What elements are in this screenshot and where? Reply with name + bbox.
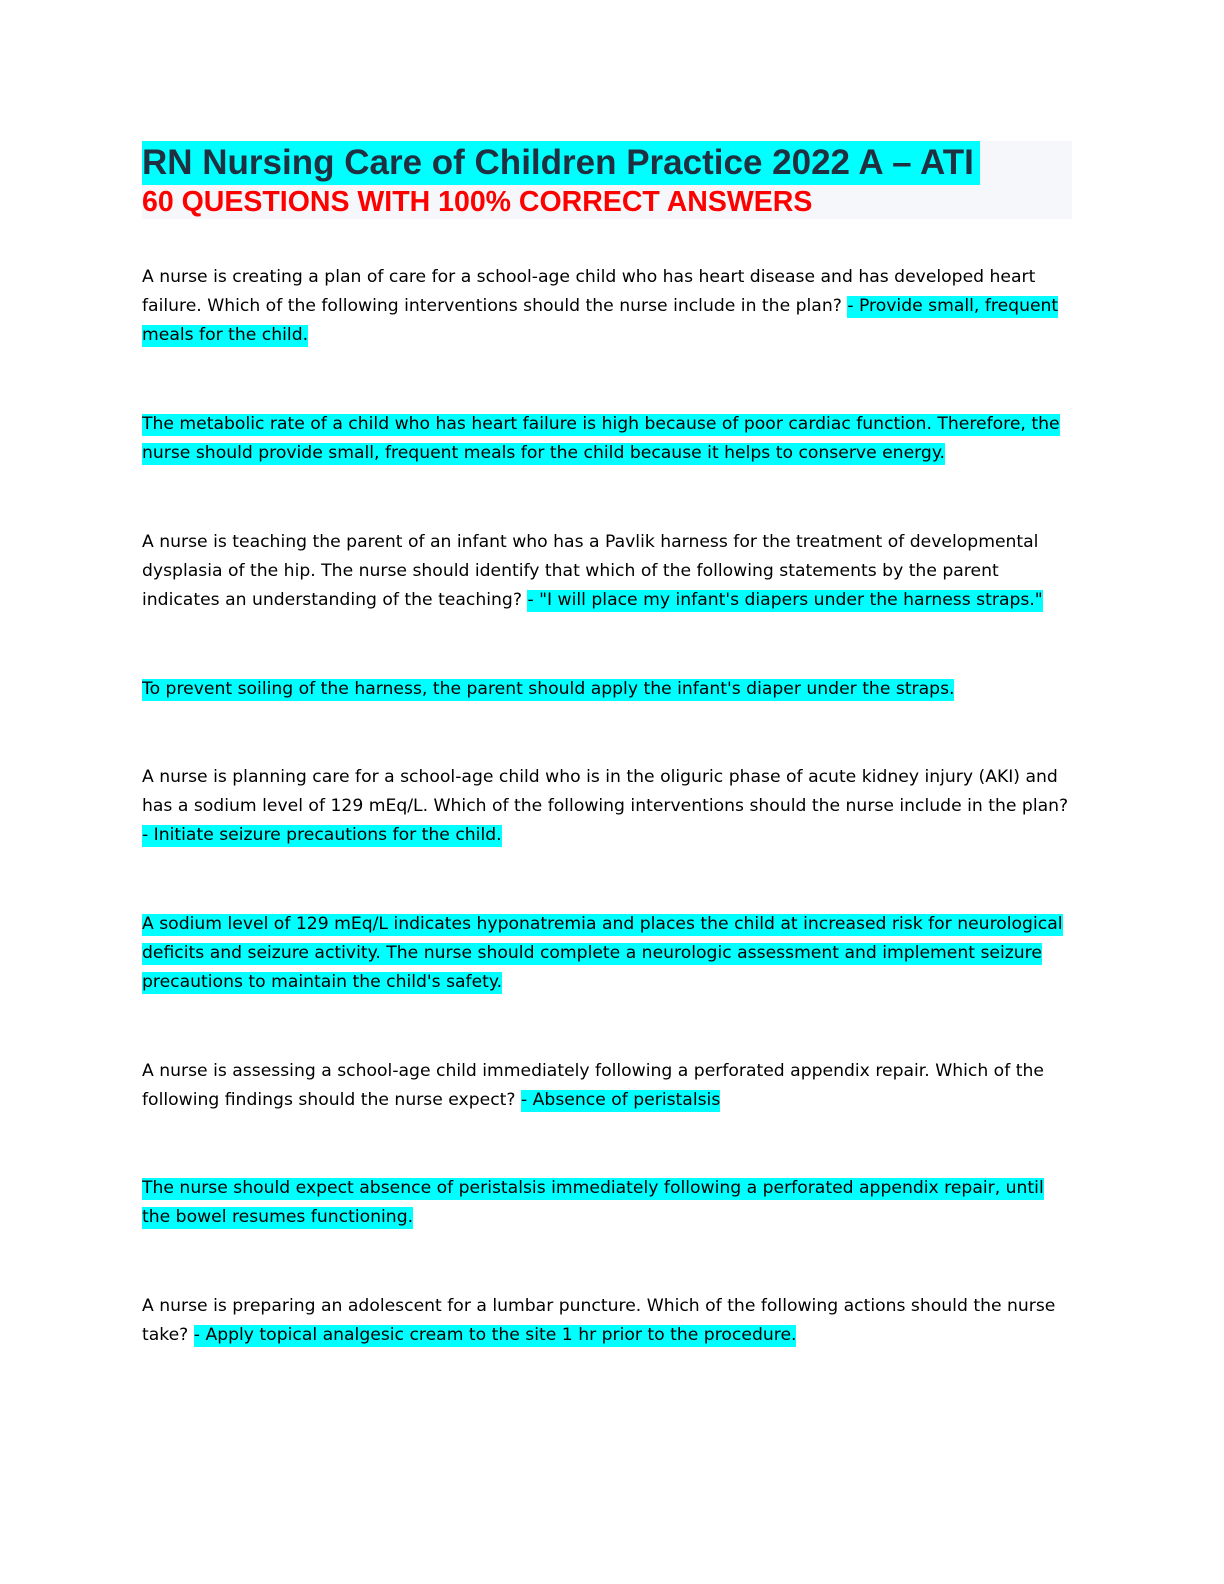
document-subtitle: 60 QUESTIONS WITH 100% CORRECT ANSWERS: [142, 186, 813, 218]
rationale-1: [142, 410, 1072, 468]
question-4: [142, 1057, 1072, 1115]
question-3: [142, 763, 1072, 850]
rationale-3-text: A sodium level of 129 mEq/L indicates hyponatremia and places the child at increased risk for neurological deficits and seizure activity. The nurse should complete a neurologic assessment and implement seizure precautions to maintain the child's safety.: [142, 914, 1063, 992]
question-2: [142, 528, 1072, 615]
question-1: [142, 263, 1072, 350]
rationale-2: [142, 675, 1072, 704]
question-3-text: A nurse is planning care for a school-age child who is in the oliguric phase of acute kidney injury (AKI) and has a sodium level of 129 mEq/L. Which of the following interventions should the nurse include in the plan?: [142, 767, 1069, 816]
answer-5: - Apply topical analgesic cream to the site 1 hr prior to the procedure.: [193, 1325, 797, 1345]
rationale-3: [142, 910, 1072, 997]
answer-1: - Provide small, frequent meals for the child.: [142, 296, 1059, 345]
rationale-4: [142, 1174, 1072, 1232]
question-4-text: A nurse is assessing a school-age child immediately following a perforated appendix repair. Which of the following findings should the nurse expect?: [142, 1061, 1044, 1110]
rationale-4-text: The nurse should expect absence of peristalsis immediately following a perforated appendix repair, until the bowel resumes functioning.: [142, 1178, 1044, 1227]
answer-3: - Initiate seizure precautions for the child.: [142, 825, 502, 845]
answer-2: - "I will place my infant's diapers under the harness straps.": [527, 590, 1043, 610]
rationale-1-text: The metabolic rate of a child who has heart failure is high because of poor cardiac function. Therefore, the nurse should provide small, frequent meals for the child because it helps to conserve energy.: [142, 414, 1060, 463]
question-1-text: A nurse is creating a plan of care for a school-age child who has heart disease and has developed heart failure. Which of the following interventions should the nurse include in the plan?: [142, 267, 1036, 316]
question-2-text: A nurse is teaching the parent of an infant who has a Pavlik harness for the treatment of developmental dysplasia of the hip. The nurse should identify that which of the following statements by the parent indicates an understanding of the teaching?: [142, 532, 1039, 610]
rationale-2-text: To prevent soiling of the harness, the parent should apply the infant's diaper under the straps.: [142, 679, 955, 699]
question-5: [142, 1292, 1072, 1350]
question-5-text: A nurse is preparing an adolescent for a lumbar puncture. Which of the following actions should the nurse take?: [142, 1296, 1056, 1345]
document-title: RN Nursing Care of Children Practice 2022 A – ATI: [142, 141, 980, 185]
answer-4: - Absence of peristalsis: [521, 1090, 721, 1110]
